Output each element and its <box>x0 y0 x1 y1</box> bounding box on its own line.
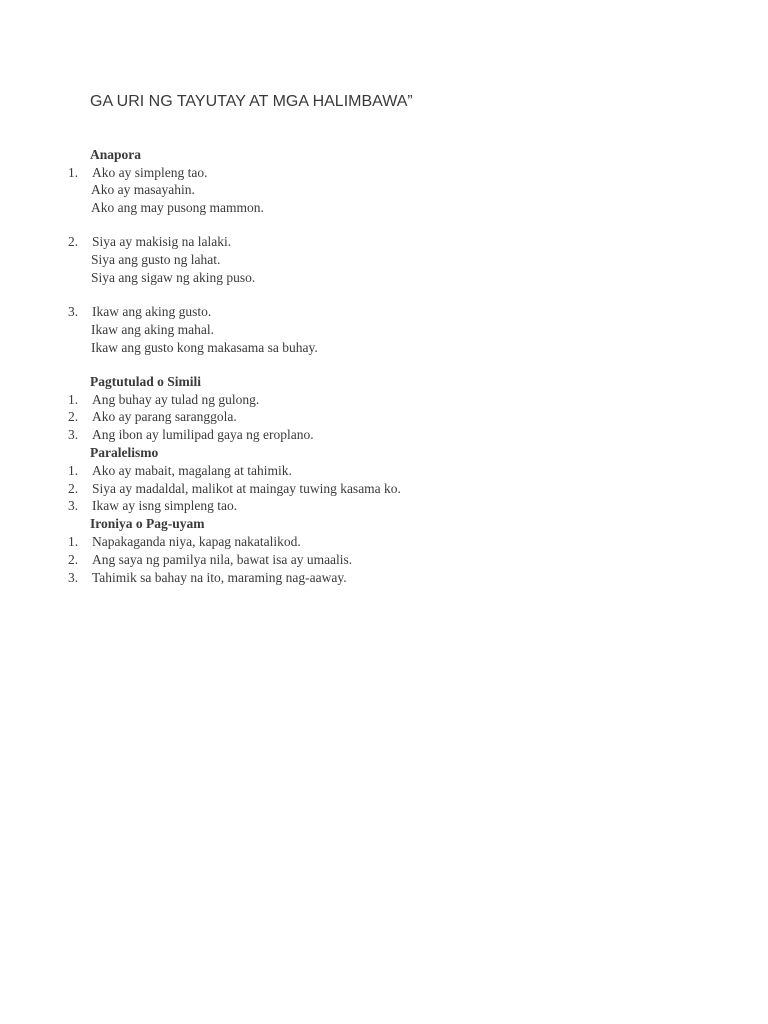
list-item-line: Ako ay simpleng tao. <box>92 165 208 180</box>
section-heading-ironiya: Ironiya o Pag-uyam <box>90 516 205 531</box>
list-number: 3. <box>68 498 79 513</box>
list-item-text: Ang buhay ay tulad ng gulong. <box>92 392 260 407</box>
list-item-text: Siya ay madaldal, malikot at maingay tuwing kasama ko. <box>92 481 401 496</box>
list-item-text: Ang saya ng pamilya nila, bawat isa ay umaalis. <box>92 552 353 567</box>
list-number: 3. <box>68 570 79 585</box>
list-item-text: Ang ibon ay lumilipad gaya ng eroplano. <box>92 427 314 442</box>
list-item-line: Siya ay makisig na lalaki. <box>92 234 232 249</box>
list-item-text: Ikaw ay isng simpleng tao. <box>92 498 238 513</box>
list-item-line: Ikaw ang aking mahal. <box>91 322 214 337</box>
list-number: 3. <box>68 427 79 442</box>
section-heading-simili: Pagtutulad o Simili <box>90 374 202 389</box>
section-heading-anapora: Anapora <box>90 147 142 162</box>
list-item-text: Tahimik sa bahay na ito, maraming nag-aaway. <box>92 570 347 585</box>
list-number: 1. <box>68 534 79 549</box>
list-item-line: Siya ang sigaw ng aking puso. <box>91 270 256 285</box>
list-number: 3. <box>68 304 79 319</box>
list-number: 2. <box>68 481 79 496</box>
list-number: 1. <box>68 392 79 407</box>
list-number: 2. <box>68 409 79 424</box>
list-item-line: Siya ang gusto ng lahat. <box>91 252 221 267</box>
list-item-line: Ako ay masayahin. <box>91 182 195 197</box>
list-number: 2. <box>68 552 79 567</box>
list-item-text: Napakaganda niya, kapag nakatalikod. <box>92 534 301 549</box>
list-number: 2. <box>68 234 79 249</box>
list-item-line: Ikaw ang aking gusto. <box>92 304 212 319</box>
list-item-line: Ako ang may pusong mammon. <box>91 200 264 215</box>
list-item-text: Ako ay mabait, magalang at tahimik. <box>92 463 292 478</box>
section-heading-paralelismo: Paralelismo <box>90 445 159 460</box>
list-number: 1. <box>68 463 79 478</box>
list-item-text: Ako ay parang saranggola. <box>92 409 237 424</box>
list-number: 1. <box>68 165 79 180</box>
document-title: GA URI NG TAYUTAY AT MGA HALIMBAWA” <box>90 93 413 110</box>
list-item-line: Ikaw ang gusto kong makasama sa buhay. <box>91 340 318 355</box>
